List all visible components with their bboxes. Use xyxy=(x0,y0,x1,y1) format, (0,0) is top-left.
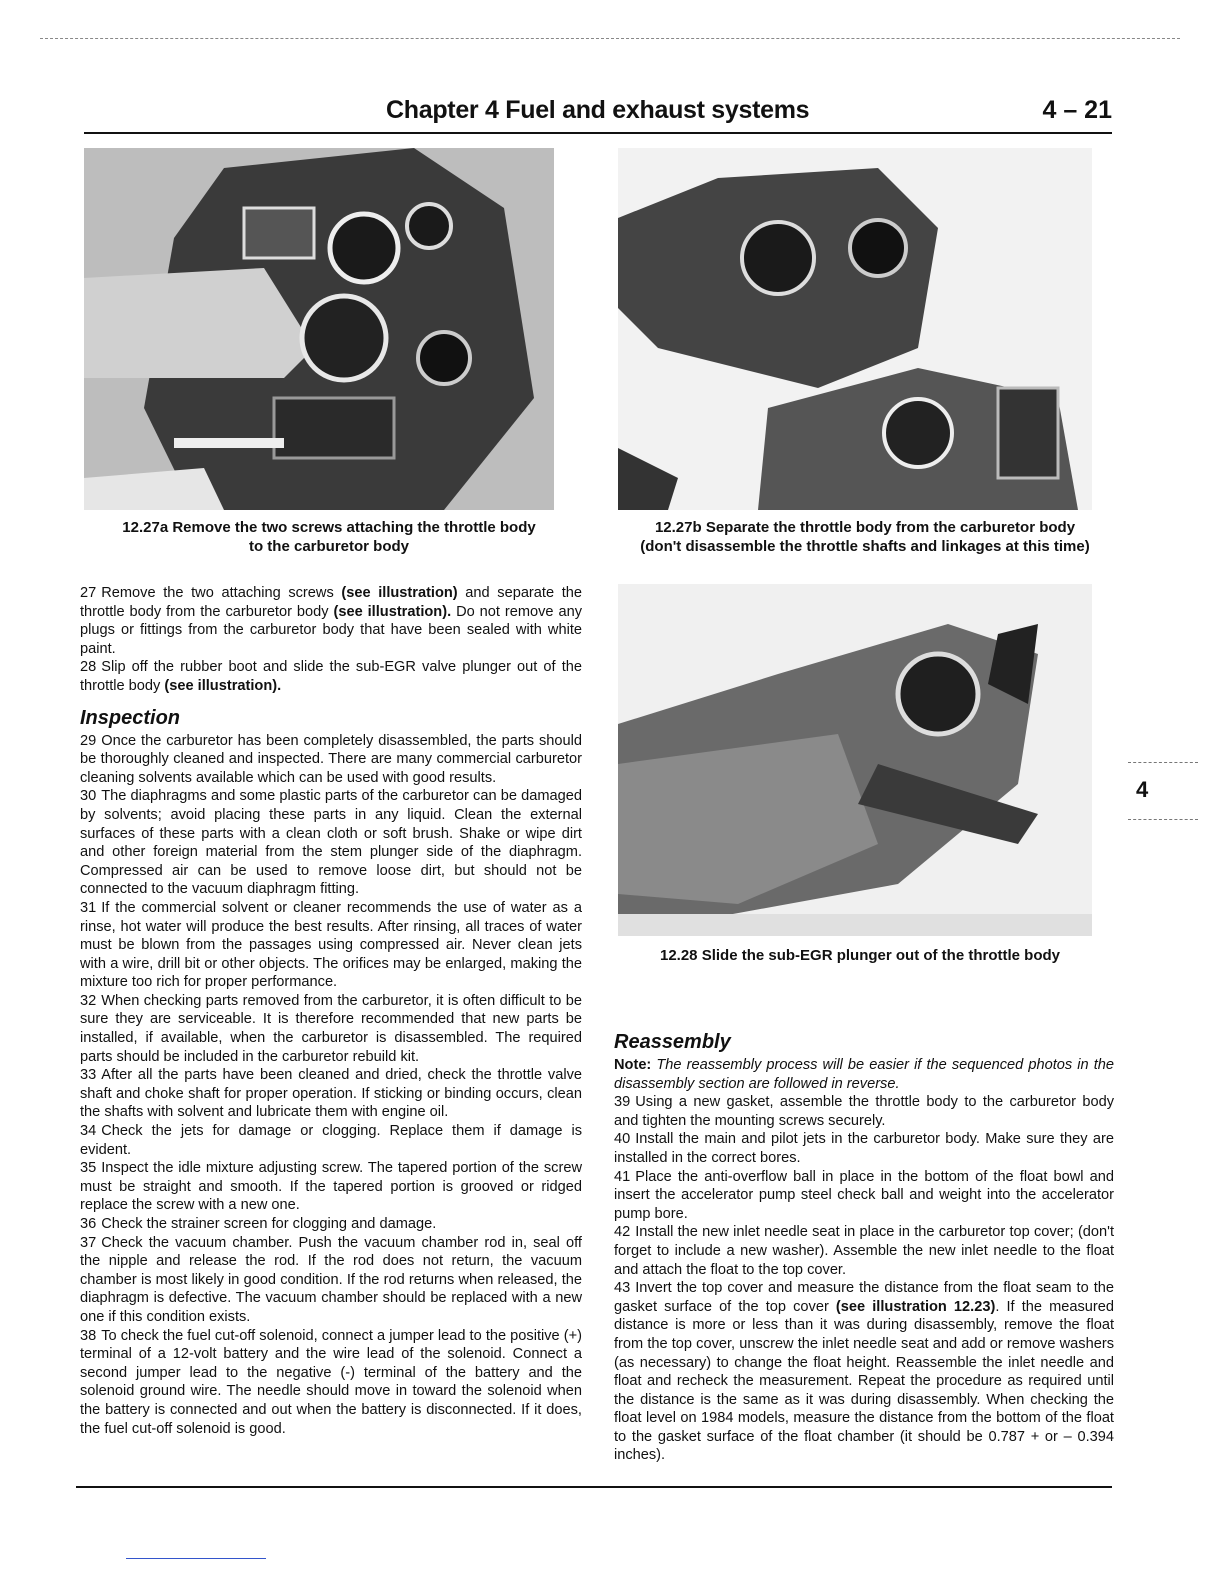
right-text-column xyxy=(614,1030,1114,1465)
chapter-title: Chapter 4 Fuel and exhaust systems xyxy=(386,96,810,124)
reassembly-note xyxy=(614,1056,1114,1093)
paragraph-text: . If the measured distance is more or less than it was during disassembly, remove the float from the top cover, unscrew the inlet needle seat and add or remove washers (as necessary) to change the float height. Reassemble the inlet needle and float and recheck the measurement. Repeat the procedure as required until the distance is the same as it was during disassembly. When checking the float level on 1984 models, measure the distance from the bottom of the float to the gasket surface of the float chamber (it should be 0.787 + or – 0.394 inches). xyxy=(614,1298,1114,1464)
paragraph-39 xyxy=(614,1093,1114,1130)
paragraph-text: Check the vacuum chamber. Push the vacuum chamber rod in, seal off the nipple and release the rod. If the rod does not return, the vacuum chamber is most likely in good condition. If the rod returns when released, the diaphragm is defective. The vacuum chamber should be replaced with a new one if this condition exists. xyxy=(80,1234,582,1325)
paragraph-text: Place the anti-overflow ball in place in the bottom of the float bowl and insert the accelerator pump steel check ball and weight into the accelerator pump bore. xyxy=(614,1168,1114,1222)
paragraph-29 xyxy=(80,732,582,788)
paragraph-number: 32 xyxy=(80,992,97,1009)
paragraph-number: 37 xyxy=(80,1234,97,1251)
paragraph-41 xyxy=(614,1168,1114,1224)
top-dashed-rule xyxy=(40,38,1180,39)
paragraph-28 xyxy=(80,658,582,695)
chapter-side-tab xyxy=(1128,762,1198,820)
paragraph-text: When checking parts removed from the carburetor, it is often difficult to be sure they are serviceable. It is therefore recommended that new parts be installed, if available, when the carburetor is disassembled. The required parts should be included in the carburetor rebuild kit. xyxy=(80,992,582,1065)
paragraph-text: Install the new inlet needle seat in place in the carburetor top cover; (don't forget to include a new washer). Assemble the new inlet needle to the float and attach the float to the top cover. xyxy=(614,1224,1114,1278)
paragraph-text: If the commercial solvent or cleaner recommends the use of water as a rinse, hot water will produce the best results. After rinsing, all traces of water must be blown from the passages using compressed air. Never clean jets with a wire, drill bit or other objects. The orifices may be enlarged, making the mixture too rich for proper performance. xyxy=(80,899,582,991)
paragraph-text: Check the strainer screen for clogging and damage. xyxy=(101,1216,437,1232)
paragraph-35 xyxy=(80,1159,582,1215)
paragraph-text: Once the carburetor has been completely disassembled, the parts should be thoroughly cleaned and inspected. There are many commercial carburetor cleaning solvents available which can be used with good results. xyxy=(80,732,582,786)
figure-12-28-caption xyxy=(618,946,1102,965)
paragraph-text: The diaphragms and some plastic parts of the carburetor can be damaged by solvents; avoid placing these parts in any liquid. Clean the external surfaces of these parts with a clean cloth or soft brush. Shake or wipe dirt and other foreign material from the stem plunger side of the diaphragm. Compressed air can be used to remove loose dirt, but should not be connected to the vacuum diaphragm fitting. xyxy=(80,788,582,898)
paragraph-text: To check the fuel cut-off solenoid, connect a jumper lead to the positive (+) terminal of a 12-volt battery and the wire lead of the solenoid. Connect a second jumper lead to the negative (-) terminal of the battery and the solenoid ground wire. The needle should move in toward the solenoid when the battery is connected and out when the battery is disconnected. If it does, the fuel cut-off solenoid is good. xyxy=(80,1327,582,1437)
caption-line: 12.27a Remove the two screws attaching the throttle body xyxy=(122,519,536,536)
caption-line: 12.27b Separate the throttle body from the carburetor body xyxy=(654,519,1076,536)
left-text-column xyxy=(80,584,582,1438)
paragraph-34 xyxy=(80,1122,582,1159)
paragraph-text: Using a new gasket, assemble the throttle body to the carburetor body and tighten the mounting screws securely. xyxy=(614,1094,1114,1129)
paragraph-text: Inspect the idle mixture adjusting screw. The tapered portion of the screw must be straight and smooth. If the tapered portion is grooved or ridged replace the screw with a new one. xyxy=(80,1160,582,1214)
paragraph-number: 43 xyxy=(614,1280,631,1297)
figure-12-27a-caption xyxy=(84,518,574,556)
paragraph-text: and separate the throttle body from the carburetor body xyxy=(80,585,582,620)
paragraph-text: Do not remove any plugs or fittings from the carburetor body that have been sealed with white paint. xyxy=(80,603,582,657)
page-header xyxy=(84,96,1112,134)
paragraph-31 xyxy=(80,899,582,992)
paragraph-number: 38 xyxy=(80,1327,97,1344)
paragraph-number: 31 xyxy=(80,899,97,916)
figure-12-27a-photo xyxy=(84,148,554,510)
paragraph-27 xyxy=(80,584,582,658)
paragraph-number: 30 xyxy=(80,788,97,805)
paragraph-text: Invert the top cover and measure the distance from the float seam to the gasket surface of the top cover xyxy=(614,1280,1114,1315)
paragraph-number: 42 xyxy=(614,1224,631,1241)
paragraph-number: 35 xyxy=(80,1160,97,1177)
paragraph-text: Slip off the rubber boot and slide the sub-EGR valve plunger out of the throttle body xyxy=(80,659,582,694)
note-label: Note: xyxy=(614,1057,652,1073)
page-number: 4 – 21 xyxy=(1042,96,1112,124)
paragraph-40 xyxy=(614,1130,1114,1167)
bottom-underline-mark xyxy=(126,1558,266,1559)
paragraph-number: 34 xyxy=(80,1123,97,1140)
caption-line: to the carburetor body xyxy=(248,538,409,555)
paragraph-number: 39 xyxy=(614,1094,631,1111)
paragraph-number: 36 xyxy=(80,1216,97,1232)
figure-12-28-photo xyxy=(618,584,1092,936)
paragraph-number: 41 xyxy=(614,1168,631,1185)
illustration-reference: (see illustration 12.23) xyxy=(835,1298,996,1315)
figure-12-27b-caption xyxy=(600,518,1130,556)
paragraph-30 xyxy=(80,787,582,899)
heading-inspection: Inspection xyxy=(80,706,181,729)
paragraph-36 xyxy=(80,1215,582,1234)
paragraph-number: 27 xyxy=(80,585,97,601)
illustration-reference: (see illustration). xyxy=(164,677,282,694)
paragraph-32 xyxy=(80,992,582,1066)
paragraph-42 xyxy=(614,1223,1114,1279)
paragraph-text: Check the jets for damage or clogging. Replace them if damage is evident. xyxy=(80,1123,582,1158)
paragraph-number: 29 xyxy=(80,732,97,749)
paragraph-38 xyxy=(80,1327,582,1439)
chapter-tab-label: 4 xyxy=(1136,777,1149,802)
paragraph-37 xyxy=(80,1234,582,1327)
paragraph-text: Remove the two attaching screws xyxy=(101,585,342,601)
paragraph-number: 33 xyxy=(80,1067,97,1084)
illustration-reference: (see illustration) xyxy=(341,585,458,601)
paragraph-number: 28 xyxy=(80,659,97,676)
caption-line: (don't disassemble the throttle shafts and linkages at this time) xyxy=(640,538,1090,555)
figure-12-27b-photo xyxy=(618,148,1092,510)
paragraph-33 xyxy=(80,1066,582,1122)
paragraph-43 xyxy=(614,1279,1114,1465)
illustration-reference: (see illustration). xyxy=(333,603,452,620)
heading-reassembly: Reassembly xyxy=(614,1031,731,1053)
paragraph-number: 40 xyxy=(614,1131,631,1148)
caption-line: 12.28 Slide the sub-EGR plunger out of the throttle body xyxy=(659,947,1061,964)
bottom-rule xyxy=(76,1486,1112,1488)
paragraph-text: Install the main and pilot jets in the carburetor body. Make sure they are installed in the correct bores. xyxy=(614,1131,1114,1166)
paragraph-text: After all the parts have been cleaned and dried, check the throttle valve shaft and choke shaft for proper operation. If sticking or binding occurs, clean the shafts with solvent and lubricate them with engine oil. xyxy=(80,1067,582,1121)
note-text: The reassembly process will be easier if the sequenced photos in the disassembly section are followed in reverse. xyxy=(614,1057,1114,1092)
